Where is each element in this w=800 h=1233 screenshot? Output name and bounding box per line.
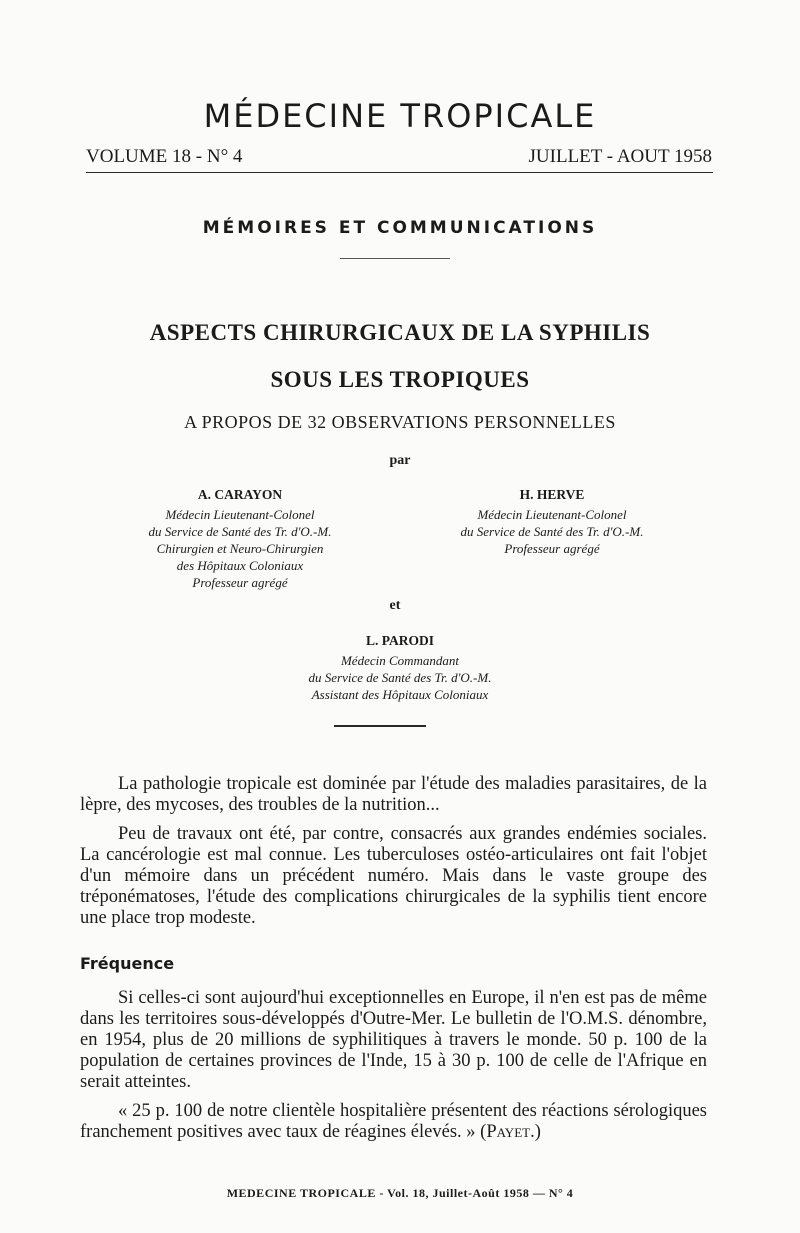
author-affiliation: Médecin Commandant [340,653,460,668]
author-affiliation: du Service de Santé des Tr. d'O.-M. [148,524,332,539]
author-affiliation: du Service de Santé des Tr. d'O.-M. [460,524,644,539]
par-label: par [389,453,411,468]
authors-divider [334,725,426,727]
author-carayon [60,484,420,591]
author-affiliation: Chirurgien et Neuro-Chirurgien [156,541,324,556]
author-name: L. PARODI [365,633,434,648]
article-title-line-1: ASPECTS CHIRURGICAUX DE LA SYPHILIS [149,320,651,345]
quote-text: « 25 p. 100 de notre clientèle hospitalière présentent des réactions sérologiques franchement positives avec taux de réagines élevés. » [80,1101,707,1142]
author-affiliation: du Service de Santé des Tr. d'O.-M. [308,670,492,685]
author-affiliation: Médecin Lieutenant-Colonel [477,507,627,522]
author-affiliation: Médecin Lieutenant-Colonel [165,507,315,522]
author-affiliation: Professeur agrégé [504,541,600,556]
journal-title: MÉDECINE TROPICALE [203,97,597,135]
author-herve [372,484,732,557]
page-footer: MEDECINE TROPICALE - Vol. 18, Juillet-Août 1958 — N° 4 [226,1186,574,1200]
header-rule [86,172,713,173]
author-affiliation: Assistant des Hôpitaux Coloniaux [311,687,489,702]
et-label: et [389,598,401,613]
subheading-frequence: Fréquence [80,954,175,973]
paragraph: Si celles-ci sont aujourd'hui exceptionnelles en Europe, il n'en est pas de même dans les territoires sous-développés d'Outre-Mer. Le bulletin de l'O.M.S. dénombre, en 1954, plus de 20 millions de syphilitiques à travers le monde. 50 p. 100 de la population de certaines provinces de l'Inde, 15 à 30 p. 100 de celle de l'Afrique en serait atteintes. [80,988,707,1092]
paragraph: La pathologie tropicale est dominée par l'étude des maladies parasitaires, de la lèpre, des mycoses, des troubles de la nutrition... [80,774,707,815]
section-heading: MÉMOIRES ET COMMUNICATIONS [202,218,598,238]
paragraph-quote [80,1101,707,1143]
volume-issue: VOLUME 18 - N° 4 [86,146,243,167]
article-subtitle: A PROPOS DE 32 OBSERVATIONS PERSONNELLES [184,412,616,432]
article-title-line-2: SOUS LES TROPIQUES [270,367,530,392]
paragraph: Peu de travaux ont été, par contre, consacrés aux grandes endémies sociales. La cancérologie est mal connue. Les tuberculoses ostéo-articulaires ont fait l'objet d'un mémoire dans un précédent numéro. Mais dans le vaste groupe des tréponématoses, l'étude des complications chirurgicales de la syphilis tient encore une place trop modeste. [80,824,707,928]
issue-date: JUILLET - AOUT 1958 [528,146,712,167]
author-affiliation: des Hôpitaux Coloniaux [176,558,304,573]
author-parodi [220,630,580,703]
quote-citation: (Payet.) [480,1122,541,1142]
article-body [80,774,707,1151]
author-affiliation: Professeur agrégé [192,575,288,590]
section-divider [340,258,450,259]
author-name: H. HERVE [519,487,585,502]
author-name: A. CARAYON [197,487,283,502]
